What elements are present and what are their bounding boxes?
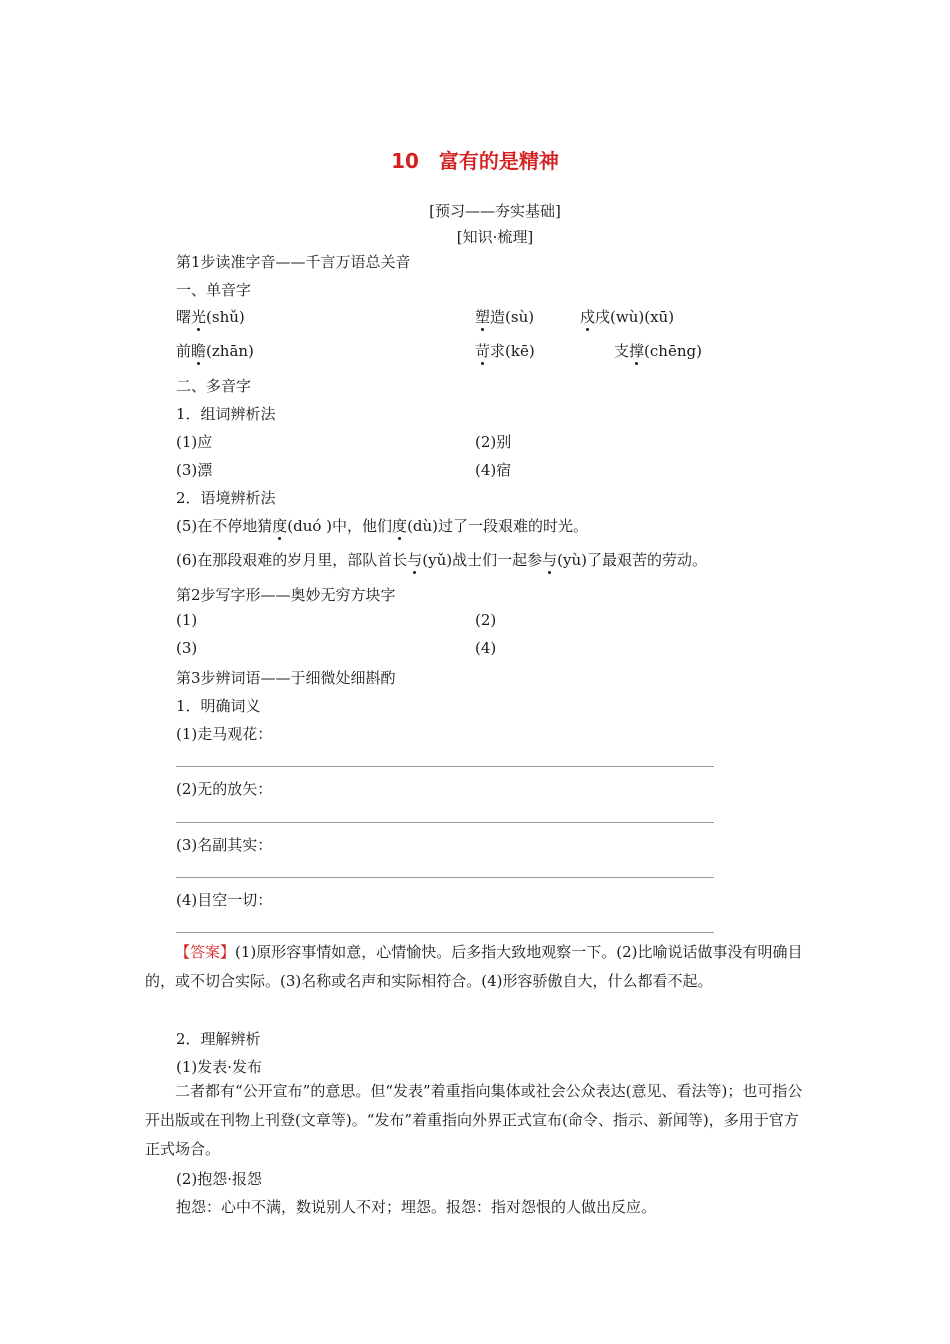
multi-item: (4)宿 bbox=[475, 461, 512, 479]
analysis-heading: 2．理解辨析 bbox=[176, 1030, 261, 1048]
pinyin-item: 前瞻(zhān) bbox=[176, 342, 254, 360]
glyph-item: (4) bbox=[475, 639, 497, 657]
multi-item: (2)别 bbox=[475, 433, 512, 451]
pair-explanation: 抱怨：心中不满，数说别人不对；埋怨。报怨：指对怨恨的人做出反应。 bbox=[176, 1198, 657, 1216]
glyph-item: (2) bbox=[475, 611, 497, 629]
word-prompt: (4)目空一切： bbox=[176, 891, 273, 909]
answer-line bbox=[176, 822, 714, 823]
meaning-heading: 1．明确词义 bbox=[176, 697, 261, 715]
page-title: 10 富有的是精神 bbox=[391, 149, 559, 173]
pinyin-item: 苛求(kē) bbox=[475, 342, 535, 360]
context-sentence: (5)在不停地猜度(duó )中，他们度(dù)过了一段艰难的时光。 bbox=[176, 517, 589, 535]
word-prompt: (2)无的放矢： bbox=[176, 780, 273, 798]
glyph-item: (3) bbox=[176, 639, 198, 657]
word-prompt: (1)走马观花： bbox=[176, 725, 273, 743]
answer-line bbox=[176, 766, 714, 767]
subsection-heading: [知识·梳理] bbox=[456, 228, 534, 246]
answer-block: 【答案】(1)原形容事情如意，心情愉快。后多指大致地观察一下。(2)比喻说话做事没有明确目的，或不切合实际。(3)名称或名声和实际相符合。(4)形容骄傲自大，什么都看不起。 bbox=[145, 943, 803, 990]
single-sound-heading: 一、单音字 bbox=[176, 281, 252, 299]
pair-explanation: 二者都有“公开宣布”的意思。但“发表”着重指向集体或社会公众表达(意见、看法等)；也可指公开出版或在刊物上刊登(文章等)。“发布”着重指向外界正式宣布(命令、指示、新闻等)，多用于官方正式场合。 bbox=[145, 1082, 803, 1158]
pair-heading: (1)发表·发布 bbox=[176, 1058, 263, 1076]
pinyin-item: 曙光(shǔ) bbox=[176, 308, 245, 326]
multi-item: (3)漂 bbox=[176, 461, 213, 479]
section-heading: [预习——夯实基础] bbox=[429, 202, 561, 220]
method1-heading: 1．组词辨析法 bbox=[176, 405, 276, 423]
answer-line bbox=[176, 932, 714, 933]
pinyin-item: 戍戌(wù)(xū) bbox=[580, 308, 675, 326]
pair-heading: (2)抱怨·报怨 bbox=[176, 1170, 263, 1188]
answer-tag: 【答案】 bbox=[175, 943, 236, 961]
pinyin-item: 塑造(sù) bbox=[475, 308, 535, 326]
step1-heading: 第1步读准字音——千言万语总关音 bbox=[176, 253, 411, 271]
multi-item: (1)应 bbox=[176, 433, 213, 451]
step2-heading: 第2步写字形——奥妙无穷方块字 bbox=[176, 586, 396, 604]
multi-sound-heading: 二、多音字 bbox=[176, 377, 252, 395]
glyph-item: (1) bbox=[176, 611, 198, 629]
step3-heading: 第3步辨词语——于细微处细斟酌 bbox=[176, 669, 396, 687]
answer-line bbox=[176, 877, 714, 878]
context-sentence: (6)在那段艰难的岁月里，部队首长与(yǔ)战士们一起参与(yù)了最艰苦的劳动。 bbox=[176, 551, 707, 569]
method2-heading: 2．语境辨析法 bbox=[176, 489, 276, 507]
word-prompt: (3)名副其实： bbox=[176, 836, 273, 854]
pinyin-item: 支撑(chēng) bbox=[614, 342, 702, 360]
